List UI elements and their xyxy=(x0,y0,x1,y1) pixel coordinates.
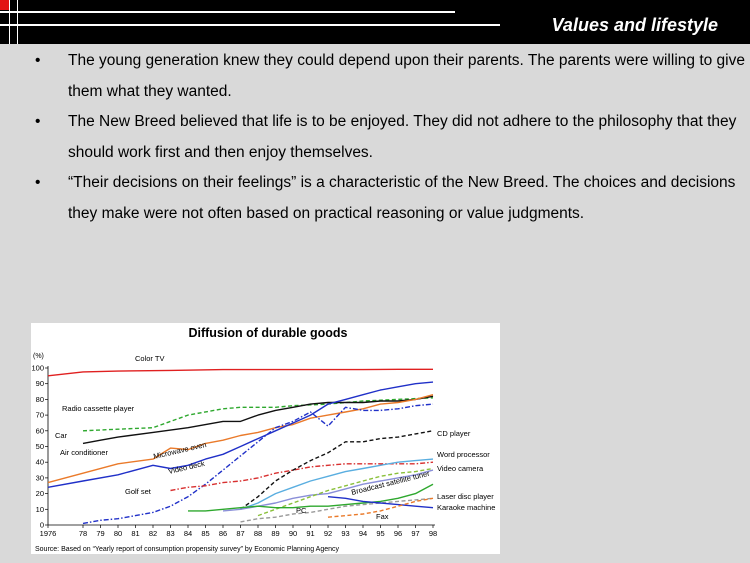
x-tick-label: 97 xyxy=(411,529,420,538)
plot-area xyxy=(31,354,495,538)
series-label-radio-cassette-player: Radio cassette player xyxy=(62,404,135,413)
header-rule-bottom xyxy=(0,24,500,26)
bullet-item xyxy=(35,46,750,107)
x-tick-label: 96 xyxy=(393,529,403,538)
x-tick-label: 88 xyxy=(253,529,263,538)
series-label-cd-player: CD player xyxy=(437,429,471,438)
red-accent-square xyxy=(0,0,9,10)
series-label-karaoke-machine: Karaoke machine xyxy=(437,503,496,512)
y-tick-label: 50 xyxy=(35,442,44,451)
bullet-text: “Their decisions on their feelings” is a characteristic of the New Breed. The choices and decisions they make were not often based on practical reasoning or value judgments. xyxy=(68,174,736,222)
slide-title: Values and lifestyle xyxy=(551,15,718,35)
series-label-microwave-oven: Microwave oven xyxy=(152,439,208,461)
series-label-broadcast-satellite-tuner: Broadcast satellite tuner xyxy=(350,468,431,497)
series-line-car xyxy=(83,396,433,443)
header-rule-vertical-1 xyxy=(9,0,10,44)
y-tick-label: 100 xyxy=(31,363,44,373)
x-tick-label: 85 xyxy=(201,529,210,538)
bullet-item xyxy=(35,168,750,229)
series-label-word-processor: Word processor xyxy=(437,450,490,459)
x-tick-label: 1976 xyxy=(39,529,57,538)
y-tick-label: 40 xyxy=(35,457,44,467)
x-tick-label: 78 xyxy=(78,529,88,538)
y-tick-label: 20 xyxy=(35,489,44,499)
chart-title: Diffusion of durable goods xyxy=(188,326,348,340)
header-rule-top xyxy=(0,11,455,13)
bullet-list xyxy=(35,46,750,229)
series-line-pc xyxy=(188,484,433,511)
x-tick-label: 87 xyxy=(236,529,245,538)
series-label-pc: PC xyxy=(296,506,307,515)
series-label-video-camera: Video camera xyxy=(437,464,484,473)
x-tick-label: 92 xyxy=(323,529,333,538)
series-line-word-processor xyxy=(241,459,434,509)
y-tick-label: 10 xyxy=(35,504,44,514)
x-tick-label: 80 xyxy=(113,529,123,538)
series-label-car: Car xyxy=(55,431,68,440)
bullet-marker: • xyxy=(35,52,41,69)
bullet-item xyxy=(35,107,750,168)
x-tick-label: 83 xyxy=(166,529,175,538)
y-tick-label: 70 xyxy=(35,410,44,420)
y-tick-label: 60 xyxy=(35,426,44,436)
x-tick-label: 86 xyxy=(218,529,228,538)
series-label-air-conditioner: Air conditioner xyxy=(60,448,108,457)
x-tick-label: 84 xyxy=(183,529,193,538)
x-tick-label: 98 xyxy=(428,529,438,538)
x-tick-label: 81 xyxy=(131,529,140,538)
x-tick-label: 94 xyxy=(358,529,368,538)
y-tick-label: 80 xyxy=(35,394,44,404)
x-tick-label: 79 xyxy=(96,529,105,538)
y-tick-label: 30 xyxy=(35,473,44,483)
series-line-laser-disc-player xyxy=(241,498,434,522)
durable-goods-chart xyxy=(31,323,500,554)
header-rule-vertical-2 xyxy=(17,0,18,44)
x-tick-label: 95 xyxy=(376,529,385,538)
bullet-text: The New Breed believed that life is to be enjoyed. They did not adhere to the philosophy that they should work first and then enjoy themselves. xyxy=(68,113,737,161)
series-label-golf-set: Golf set xyxy=(125,487,151,496)
series-line-color-tv xyxy=(48,369,433,376)
bullet-marker: • xyxy=(35,174,41,191)
y-tick-label: 90 xyxy=(35,379,44,389)
y-tick-label: 0 xyxy=(39,520,44,530)
series-label-video-deck: Video deck xyxy=(167,458,206,476)
x-tick-label: 91 xyxy=(306,529,315,538)
series-label-color-tv: Color TV xyxy=(135,354,165,363)
x-tick-label: 82 xyxy=(148,529,158,538)
x-tick-label: 93 xyxy=(341,529,350,538)
series-label-laser-disc-player: Laser disc player xyxy=(437,492,494,501)
bullet-marker: • xyxy=(35,113,41,130)
x-tick-label: 90 xyxy=(288,529,298,538)
bullet-text: The young generation knew they could depend upon their parents. The parents were willing to give them what they wanted. xyxy=(68,52,745,100)
x-tick-label: 89 xyxy=(271,529,280,538)
y-axis-unit: (%) xyxy=(33,353,44,360)
series-line-radio-cassette-player xyxy=(83,398,433,431)
chart-source: Source: Based on “Yearly report of consumption propensity survey” by Economic Planning Agency xyxy=(35,546,340,553)
series-line-microwave-oven xyxy=(48,382,433,487)
chart-panel xyxy=(31,323,500,554)
series-label-fax: Fax xyxy=(376,512,389,521)
